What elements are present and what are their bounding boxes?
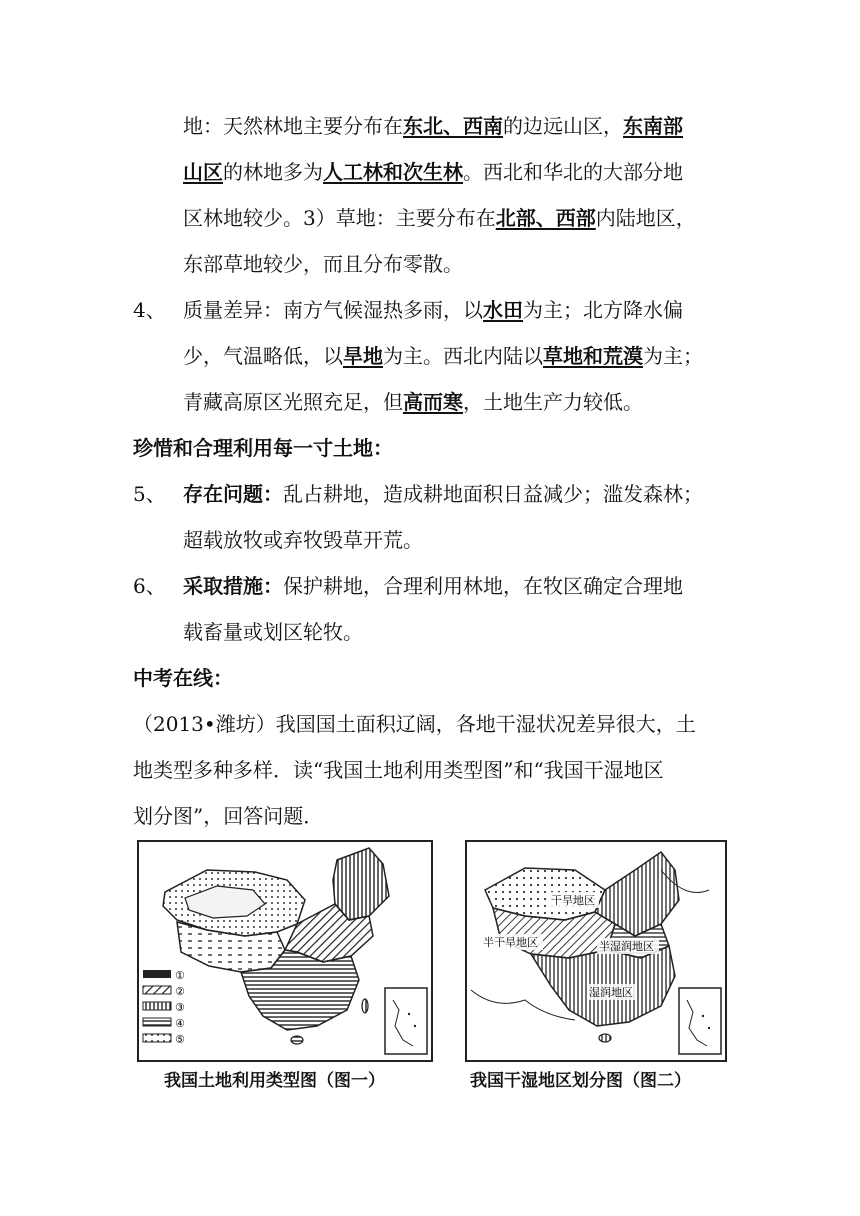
region-label: 半湿润地区 [599, 940, 654, 953]
legend-swatch [143, 1002, 171, 1010]
figure-caption: 我国土地利用类型图（图一） [164, 1071, 385, 1091]
text: ，土地生产力较低。 [463, 390, 643, 414]
item-number: 6、 [133, 574, 166, 598]
region-label: 半干旱地区 [483, 936, 538, 949]
text: 区林地较少。3）草地：主要分布在 [183, 206, 496, 230]
land-use-map-figure [137, 840, 433, 1062]
text-line [183, 159, 683, 185]
legend-swatch [143, 1034, 171, 1042]
key-term: 草地和荒漠 [543, 344, 643, 368]
text: 的林地多为 [223, 160, 323, 184]
text: 内陆地区， [595, 206, 696, 230]
region-label: 湿润地区 [589, 986, 633, 999]
text-line [183, 389, 643, 415]
figure-caption: 我国干湿地区划分图（图二） [470, 1071, 691, 1091]
question-line: 划分图”，回答问题． [133, 804, 324, 828]
dry-wet-map-figure [465, 840, 727, 1062]
text-line [183, 113, 683, 139]
text-line [183, 297, 683, 323]
legend-label: ③ [175, 1001, 185, 1014]
section-heading: 中考在线： [133, 666, 233, 690]
section-heading: 珍惜和合理利用每一寸土地： [133, 436, 393, 460]
text: 为主； [643, 344, 703, 368]
text: 为主；北方降水偏 [523, 298, 683, 322]
legend-label: ⑤ [175, 1033, 185, 1046]
legend-label: ④ [175, 1017, 185, 1030]
text: 乱占耕地，造成耕地面积日益减少；滥发森林； [283, 482, 703, 506]
text: 。西北和华北的大部分地 [463, 160, 683, 184]
region-label: 干旱地区 [551, 894, 595, 907]
dry-wet-map [465, 840, 727, 1062]
text: 质量差异：南方气候湿热多雨，以 [183, 298, 483, 322]
text-line [183, 481, 703, 507]
legend-label: ② [175, 985, 185, 998]
text: 青藏高原区光照充足，但 [183, 390, 403, 414]
key-term: 旱地 [343, 344, 383, 368]
text-line: 超载放牧或弃牧毁草开荒。 [183, 528, 423, 552]
key-term: 东北、西南 [403, 114, 503, 138]
text-line: 东部草地较少，而且分布零散。 [183, 252, 463, 276]
key-term: 高而寒 [403, 390, 463, 414]
text: 少，气温略低，以 [183, 344, 343, 368]
legend-swatch [143, 970, 171, 978]
legend-swatch [143, 1018, 171, 1026]
question-line: （2013•潍坊）我国国土面积辽阔，各地干湿状况差异很大，土 [133, 712, 696, 736]
question-line: 地类型多种多样．读“我国土地利用类型图”和“我国干湿地区 [133, 758, 664, 782]
legend-label: ① [175, 969, 185, 982]
item-label: 存在问题： [183, 482, 283, 506]
item-number: 5、 [133, 482, 166, 506]
text: 为主。西北内陆以 [383, 344, 543, 368]
text: 保护耕地，合理利用林地，在牧区确定合理地 [283, 574, 683, 598]
text-line [183, 573, 683, 599]
key-term: 北部、西部 [495, 206, 596, 230]
land-use-map [137, 840, 433, 1062]
key-term: 山区 [183, 160, 223, 184]
text: 地：天然林地主要分布在 [183, 114, 403, 138]
text-line [183, 205, 696, 231]
legend-swatch [143, 986, 171, 994]
text-line [183, 343, 703, 369]
key-term: 人工林和次生林 [323, 160, 463, 184]
item-label: 采取措施： [183, 574, 283, 598]
key-term: 水田 [483, 298, 523, 322]
item-number: 4、 [133, 298, 166, 322]
text-line: 载畜量或划区轮牧。 [183, 620, 363, 644]
text: 的边远山区， [503, 114, 623, 138]
key-term: 东南部 [623, 114, 683, 138]
